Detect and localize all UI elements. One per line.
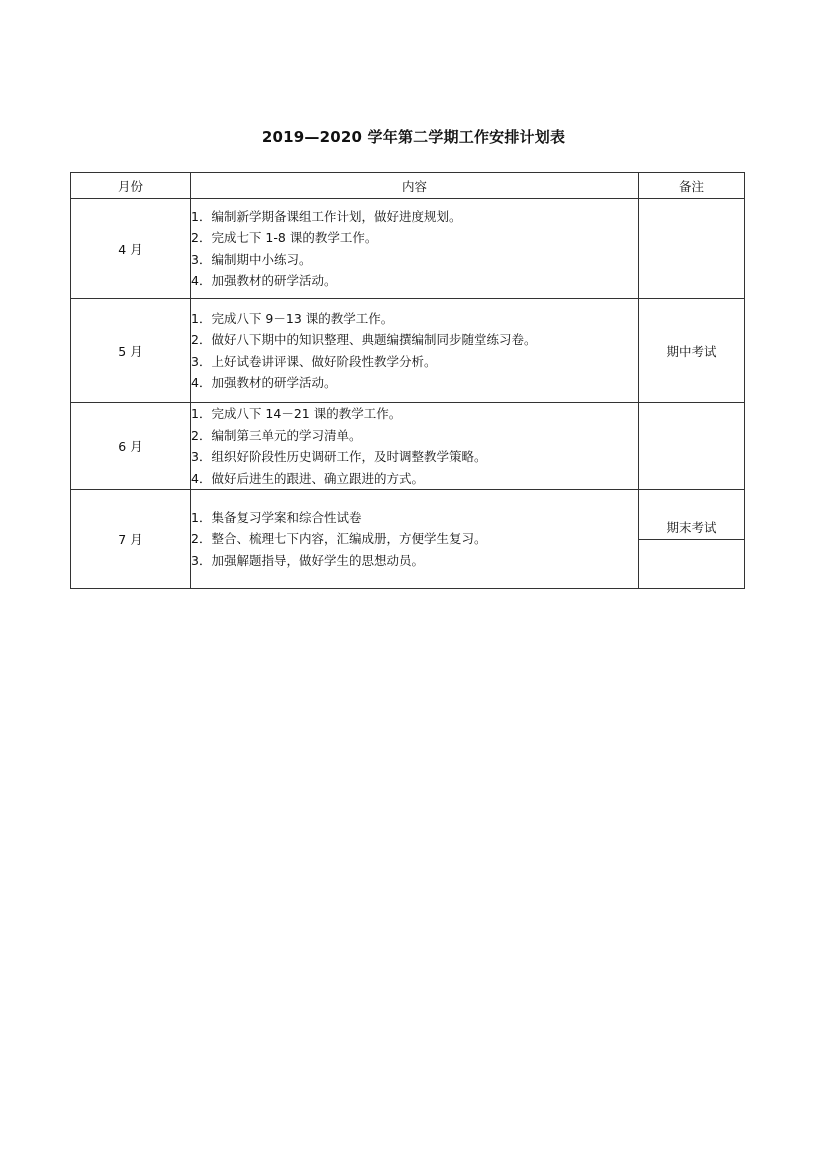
list-item: 2．整合、梳理七下内容，汇编成册，方便学生复习。 <box>191 531 487 547</box>
note-cell: 期末考试 <box>639 490 745 540</box>
table-row <box>71 403 745 490</box>
note-cell-empty <box>639 540 745 589</box>
content-cell <box>191 199 639 299</box>
list-item: 2．做好八下期中的知识整理、典题编撰编制同步随堂练习卷。 <box>191 332 537 347</box>
note-cell: 期中考试 <box>639 299 745 403</box>
table-row <box>71 490 745 540</box>
list-item: 1．编制新学期备课组工作计划，做好进度规划。 <box>191 208 462 224</box>
month-cell: 7 月 <box>71 490 191 589</box>
list-item: 1．完成八下 9－13 课的教学工作。 <box>191 310 394 326</box>
header-note: 备注 <box>639 173 745 199</box>
list-item: 4．做好后进生的跟进、确立跟进的方式。 <box>191 470 424 486</box>
list-item: 2．编制第三单元的学习清单。 <box>191 427 362 443</box>
list-item: 4．加强教材的研学活动。 <box>191 375 337 390</box>
list-item: 2．完成七下 1-8 课的教学工作。 <box>191 230 378 245</box>
month-cell: 5 月 <box>71 299 191 403</box>
note-cell <box>639 199 745 299</box>
list-item: 3．组织好阶段性历史调研工作，及时调整教学策略。 <box>191 449 487 464</box>
table-header-row <box>71 173 745 199</box>
content-cell <box>191 299 639 403</box>
header-content: 内容 <box>191 173 639 199</box>
list-item: 3．加强解题指导，做好学生的思想动员。 <box>191 552 424 568</box>
month-cell: 6 月 <box>71 403 191 490</box>
page-title: 2019—2020 学年第二学期工作安排计划表 <box>261 128 566 146</box>
month-cell: 4 月 <box>71 199 191 299</box>
note-cell <box>639 403 745 490</box>
table-row <box>71 199 745 299</box>
list-item: 4．加强教材的研学活动。 <box>191 273 337 288</box>
list-item: 3．上好试卷讲评课、做好阶段性教学分析。 <box>191 353 437 369</box>
list-item: 3．编制期中小练习。 <box>191 251 312 267</box>
list-item: 1．集备复习学案和综合性试卷 <box>191 509 362 525</box>
plan-table <box>70 172 745 589</box>
content-cell <box>191 403 639 490</box>
content-cell <box>191 490 639 589</box>
table-row <box>71 299 745 403</box>
list-item: 1．完成八下 14－21 课的教学工作。 <box>191 406 402 421</box>
header-month: 月份 <box>71 173 191 199</box>
